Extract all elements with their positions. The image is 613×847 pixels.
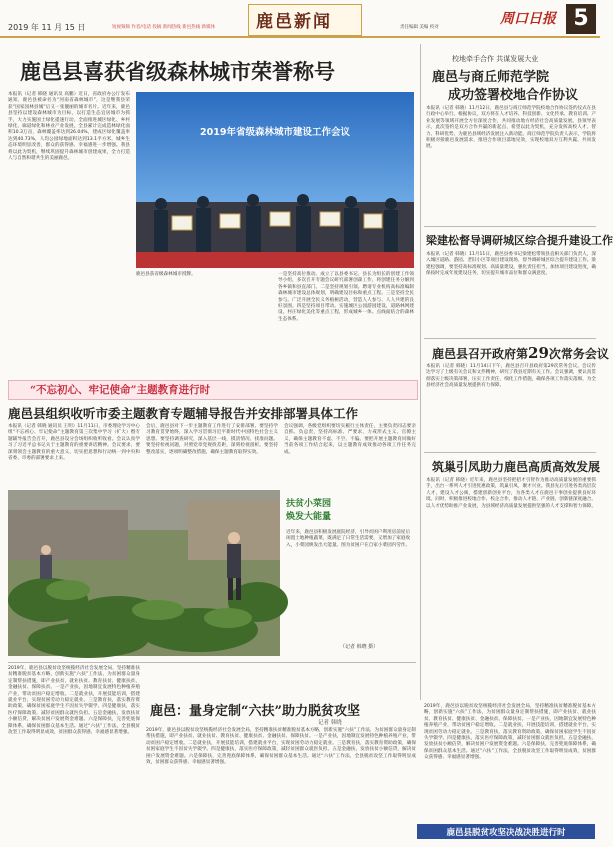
- story3-headline-prefix: 鹿邑县召开政府第: [432, 347, 529, 361]
- story3-headline-number: 29: [528, 344, 549, 362]
- garden-photo-overlay: [286, 496, 331, 522]
- garden-photo-credit: （记者 韩晓 摄）: [340, 644, 379, 650]
- ceremony-photo: [136, 92, 414, 268]
- footer-banner-text: 鹿邑县脱贫攻坚决战决胜进行时: [446, 828, 566, 838]
- story5-body-mid: 会后，鹿邑县对下一步主题教育工作进行了安排部署。要坚持学习教育贯穿始终，深入学习贯彻习近平新时代中国特色社会主义思想。要坚持调查研究，深入基层一线，摸清情况、找准问题。要坚持检视问题，对照党章党规找差距，深刻检视剖析。要坚持整改落实，逐项明确整改措施，确保主题教育取得实效。: [146, 424, 278, 455]
- garden-photo-illustration: [8, 490, 280, 656]
- story6-headline-quote: 六扶: [248, 704, 275, 719]
- main-story-body-left: 本报讯（记者 韩晓 通讯员 高鹏）近日，省政府办公厅发布通知，鹿邑县被命名为“河南省森林城市”，这是继我县荣获“国家园林县城”后又一张靓丽的城市名片。近年来，鹿邑县坚持以建设森林城市为目标，以打造生态宜居城市为抓手，大力实施国土绿化提速行动，全面推进城区绿化、乡村绿化、廊道绿化和林业产业发展。全县累计完成造林绿化面积10.3万亩，森林覆盖率达到26.04%，建成区绿化覆盖率达到40.73%，人均公园绿地面积达到13.1平方米，城乡生态环境明显改善，群众的获得感、幸福感进一步增强。我县将以此为契机，继续巩固提升森林城市创建成果，全力打造人与自然和谐共生的美丽鹿邑。: [8, 92, 130, 162]
- story6-body-continued: 2019年，鹿邑县以脱贫攻坚统揽经济社会发展全局，坚持精准扶贫精准脱贫基本方略，创新实施“六扶”工作法，为贫困群众量身定制帮扶措施，即产业扶贫、就业扶贫、教育扶贫、健康扶贫、金融扶贫、保障扶贫。一是产业扶，因地制宜发展特色种植养殖产业，带动贫困户稳定增收。二是就业扶，开展技能培训，搭建就业平台，实现贫困劳动力稳定就业。三是教育扶，落实教育资助政策，确保贫困家庭学生不因贫失学辍学。四是健康扶，落实医疗保障政策，减轻贫困群众就医负担。五是金融扶，发放扶贫小额信贷，解决贫困户发展资金难题。六是保障扶，完善兜底保障体系，确保贫困群众基本生活。通过“六扶”工作法，全县脱贫攻坚工作取得明显成效，贫困群众获得感、幸福感显著增强。: [424, 704, 596, 761]
- story2-headline: 梁建松督导调研城区综合提升建设工作: [426, 234, 613, 247]
- header-nav-tabs[interactable]: 短视频频 作者/电话 投稿 新闻热线 新邑热线 新媒体: [112, 25, 216, 30]
- ceremony-photo-illustration: [136, 92, 414, 268]
- story5-headline: 鹿邑县组织收听市委主题教育专题辅导报告并安排部署具体工作: [8, 406, 359, 421]
- story5-body-right: 会议强调，各级党组织要切实履行主体责任，主要负责同志要亲自抓、负总责，坚持高标准、严要求，力戒形式主义、官僚主义，确保主题教育不虚、不空、不偏。要把开展主题教育同做好当前各项工作结合起来，以主题教育成效推动各项工作任务完成。: [284, 424, 416, 455]
- story3-body: 本报讯（记者 韩晓）11月14日下午，鹿邑县召开县政府第29次常务会议。会议传达学习了上级有关会议和文件精神，研究了我县近期有关工作。会议强调，要认真贯彻落实上级决策部署，压实工作责任，细化工作措施，确保各项工作落实落细，为全县经济社会高质量发展提供有力保障。: [426, 364, 596, 389]
- story3-headline-suffix: 次常务会议: [548, 347, 609, 361]
- column-divider: [420, 44, 421, 700]
- story5-body-left: 本报讯（记者 韩晓 通讯员 王明）11月11日，市委理论学习中心组“不忘初心、牢记使命”主题教育第三次集中学习（扩大）暨专题辅导报告会召开，鹿邑县设分会场组织收听收看。会议认真学习了习近平总书记关于主题教育的重要讲话精神。会议要求，要深刻领会主题教育的重大意义，切实把思想和行动统一到中央和省委、市委的部署要求上来。: [8, 424, 140, 462]
- overlay-line-1: 扶贫小菜园: [286, 499, 332, 509]
- story6-byline: 记者 韩晓: [318, 720, 342, 726]
- right-top-headline-2: 成功签署校地合作协议: [448, 88, 579, 103]
- story-divider: [424, 452, 596, 453]
- garden-photo: [8, 490, 280, 656]
- right-top-body: 本报讯（记者 韩晓）11月12日，鹿邑县与商丘师范学院校地合作协议签约仪式在县行政中心举行。根据协议，双方将在人才培养、科技创新、文化传承、教育培训、产业发展等领域开展全方位深度合作，共同推动地方经济社会高质量发展。县领导表示，此次签约是双方合作共赢的新起点，希望以此为契机，充分发挥高校人才、智力、科研优势，为鹿邑县域经济发展注入新动能。商丘师范学院负责人表示，学院将积极对接鹿邑发展需求，推进合作项目落地见效，实现校地双方互利共赢、共同发展。: [426, 106, 596, 150]
- story6-headline-prefix: 鹿邑：量身定制“: [150, 704, 249, 719]
- right-top-headline-1: 鹿邑与商丘师范学院: [432, 70, 550, 85]
- page-number: 5: [566, 4, 596, 34]
- editor-info: 责任编辑 美编 校对: [400, 25, 439, 30]
- story6-headline-suffix: ”助力脱贫攻坚: [274, 704, 360, 719]
- campaign-banner-text: “不忘初心、牢记使命”主题教育进行时: [30, 384, 211, 396]
- story-divider: [424, 226, 596, 227]
- story-divider: [424, 338, 596, 339]
- overlay-line-2: 焕发大能量: [286, 512, 332, 522]
- header-rule: [0, 36, 600, 38]
- story4-headline: 筑巢引凤助力鹿邑高质高效发展: [432, 460, 601, 474]
- story6-body-right: 2019年，鹿邑县以脱贫攻坚统揽经济社会发展全局，坚持精准扶贫精准脱贫基本方略，创新实施“六扶”工作法，为贫困群众量身定制帮扶措施，即产业扶贫、就业扶贫、教育扶贫、健康扶贫、金融扶贫、保障扶贫。一是产业扶，因地制宜发展特色种植养殖产业，带动贫困户稳定增收。二是就业扶，开展技能培训，搭建就业平台，实现贫困劳动力稳定就业。三是教育扶，落实教育资助政策，确保贫困家庭学生不因贫失学辍学。四是健康扶，落实医疗保障政策，减轻贫困群众就医负担。五是金融扶，发放扶贫小额信贷，解决贫困户发展资金难题。六是保障扶，完善兜底保障体系，确保贫困群众基本生活。通过“六扶”工作法，全县脱贫攻坚工作取得明显成效，贫困群众获得感、幸福感显著增强。: [146, 728, 416, 766]
- ceremony-banner-text: 2019年省级森林城市建设工作会议: [200, 127, 350, 138]
- story4-body: 本报讯（记者 韩晓）近年来，鹿邑县坚持把招才引智作为推动高质量发展的重要抓手，出台一系列人才引进优惠政策，筑巢引凤，聚才兴业。我县先后引进各类高层次人才，建设人才公寓，搭建创新创业平台，为各类人才在鹿邑干事创业提供良好环境。同时，积极推进校地合作、校企合作，推动人才链、产业链、创新链深度融合，以人才优势助推产业发展，为县域经济高质量发展提供坚强的人才支撑和智力保障。: [426, 478, 596, 509]
- right-top-kicker: 校地牵手合作 共谋发展大业: [452, 55, 539, 63]
- main-story-body-right: 一是坚持高位推动。成立了以县委书记、县长为组长的创建工作领导小组，多次召开专题会议研究部署创森工作，将创建任务分解到各乡镇和县直部门。二是坚持规划引领。聘请专业机构高标准编制森林城市建设总体规划，明确建设目标和重点工程。三是坚持全民参与。广泛开展全民义务植树活动，营造人人参与、人人共建的良好氛围。四是坚持项目带动。实施城区公园游园建设、道路林网建设、村庄绿化美化等重点工程，形成城乡一体、点线面结合的森林生态体系。: [278, 272, 414, 322]
- story6-body-left: 2019年，鹿邑县以脱贫攻坚统揽经济社会发展全局，坚持精准扶贫精准脱贫基本方略，创新实施“六扶”工作法，为贫困群众量身定制帮扶措施，即产业扶贫、就业扶贫、教育扶贫、健康扶贫、金融扶贫、保障扶贫。一是产业扶，因地制宜发展特色种植养殖产业，带动贫困户稳定增收。二是就业扶，开展技能培训，搭建就业平台，实现贫困劳动力稳定就业。三是教育扶，落实教育资助政策，确保贫困家庭学生不因贫失学辍学。四是健康扶，落实医疗保障政策，减轻贫困群众就医负担。五是金融扶，发放扶贫小额信贷，解决贫困户发展资金难题。六是保障扶，完善兜底保障体系，确保贫困群众基本生活。通过“六扶”工作法，全县脱贫攻坚工作取得明显成效，贫困群众获得感、幸福感显著增强。: [8, 666, 140, 736]
- story3-headline: [432, 344, 609, 362]
- masthead-title: 鹿邑新闻: [256, 12, 332, 32]
- garden-photo-caption: 近年来，鹿邑县积极发展庭院经济，引导贫困户利用房前屋后闲置土地种植蔬菜，既满足了日常生活需要，又增加了家庭收入，小菜园焕发出大能量。图为贫困户在自家小菜园内劳作。: [286, 530, 411, 548]
- issue-date: 2019 年 11 月 15 日: [8, 23, 86, 32]
- main-headline: 鹿邑县喜获省级森林城市荣誉称号: [20, 59, 335, 84]
- story-divider: [8, 662, 416, 663]
- newspaper-logo: 周口日报: [500, 11, 556, 27]
- story6-headline: [150, 700, 360, 719]
- main-story-body-mid: 鹿邑县获省级森林城市授牌。: [136, 272, 196, 277]
- story2-body: 本报讯（记者 韩晓）11月11日，鹿邑县委书记梁建松带领县直相关部门负责人，深入城区道路、游园、老旧小区等项目建设现场，督导调研城区综合提升建设工作。梁建松强调，要坚持高标准规划、高质量建设，强化责任担当，加快项目建设进度，确保按时完成年度建设任务，切实提升城市品位和群众满意度。: [426, 252, 596, 277]
